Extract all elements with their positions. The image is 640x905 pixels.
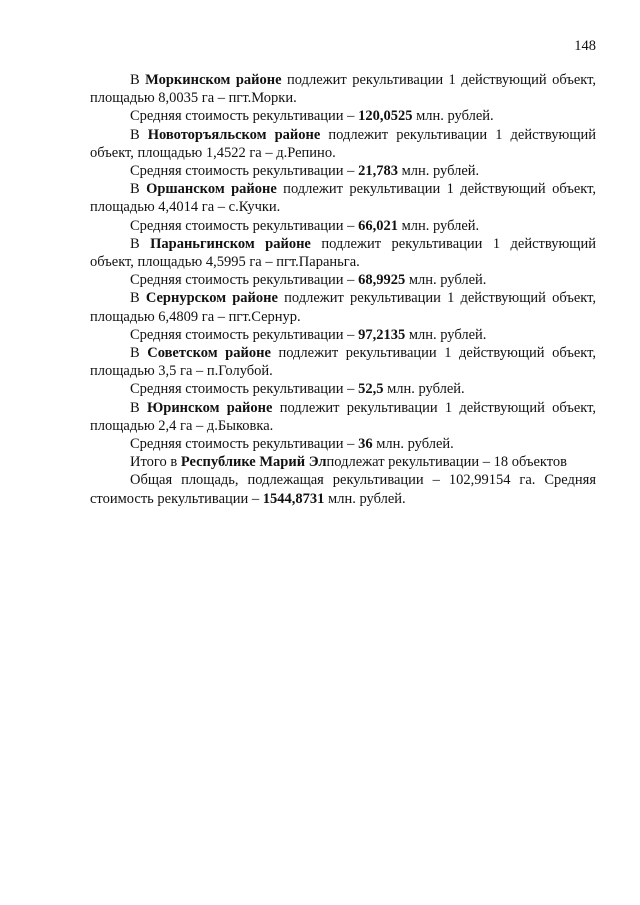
paragraph: Средняя стоимость рекультивации – 21,783 млн. рублей.: [130, 163, 480, 180]
paragraph: В Моркинском районе подлежит рекультивации 1 действующий объект, площадью 8,0035 га – пгт.Морки.: [90, 72, 597, 107]
paragraph: Средняя стоимость рекультивации – 97,2135 млн. рублей.: [130, 326, 487, 343]
paragraph: Средняя стоимость рекультивации – 66,021 млн. рублей.: [130, 217, 480, 234]
district-name: Оршанском районе: [146, 181, 277, 198]
cost-value: 36: [358, 436, 373, 453]
document-body: [90, 71, 596, 508]
region-name: Республике Марий Эл: [180, 454, 327, 471]
paragraph: В Новоторъяльском районе подлежит рекультивации 1 действующий объект, площадью 1,4522 га – д.Репино.: [90, 126, 597, 161]
district-name: Советском районе: [147, 345, 271, 362]
paragraph: Средняя стоимость рекультивации – 68,9925 млн. рублей.: [130, 272, 487, 289]
cost-value: 120,0525: [358, 108, 413, 125]
paragraph: В Оршанском районе подлежит рекультивации 1 действующий объект, площадью 4,4014 га – с.Кучки.: [90, 181, 597, 216]
summary-paragraph: Общая площадь, подлежащая рекультивации – 102,99154 га. Средняя стоимость рекультивации – 1544,8731 млн. рублей.: [90, 472, 596, 507]
district-name: Параньгинском районе: [150, 235, 311, 252]
paragraph: Средняя стоимость рекультивации – 52,5 млн. рублей.: [130, 381, 465, 398]
cost-value: 97,2135: [358, 326, 406, 343]
cost-value: 68,9925: [358, 272, 406, 289]
total-cost-value: 1544,8731: [262, 490, 325, 507]
district-name: Юринском районе: [146, 399, 273, 416]
paragraph: В Параньгинском районе подлежит рекультивации 1 действующий объект, площадью 4,5995 га – пгт.Параньга.: [90, 235, 596, 271]
total-paragraph: Итого в Республике Марий Элподлежат рекультивации – 18 объектов: [130, 454, 568, 471]
district-name: Моркинском районе: [145, 72, 282, 88]
district-name: Сернурском районе: [145, 290, 278, 307]
cost-value: 52,5: [358, 381, 384, 398]
paragraph: Средняя стоимость рекультивации – 120,0525 млн. рублей.: [130, 108, 494, 125]
paragraph: В Юринском районе подлежит рекультивации 1 действующий объект, площадью 2,4 га – д.Быковка.: [90, 399, 597, 434]
paragraph: Средняя стоимость рекультивации – 36 млн. рублей.: [130, 436, 454, 453]
paragraph: В Советском районе подлежит рекультивации 1 действующий объект, площадью 3,5 га – п.Голубой.: [90, 345, 596, 380]
paragraph: В Сернурском районе подлежит рекультивации 1 действующий объект, площадью 6,4809 га – пгт.Сернур.: [90, 290, 597, 325]
page-number: 148: [574, 38, 596, 54]
cost-value: 66,021: [358, 217, 398, 234]
cost-value: 21,783: [358, 163, 398, 180]
district-name: Новоторъяльском районе: [147, 126, 321, 143]
